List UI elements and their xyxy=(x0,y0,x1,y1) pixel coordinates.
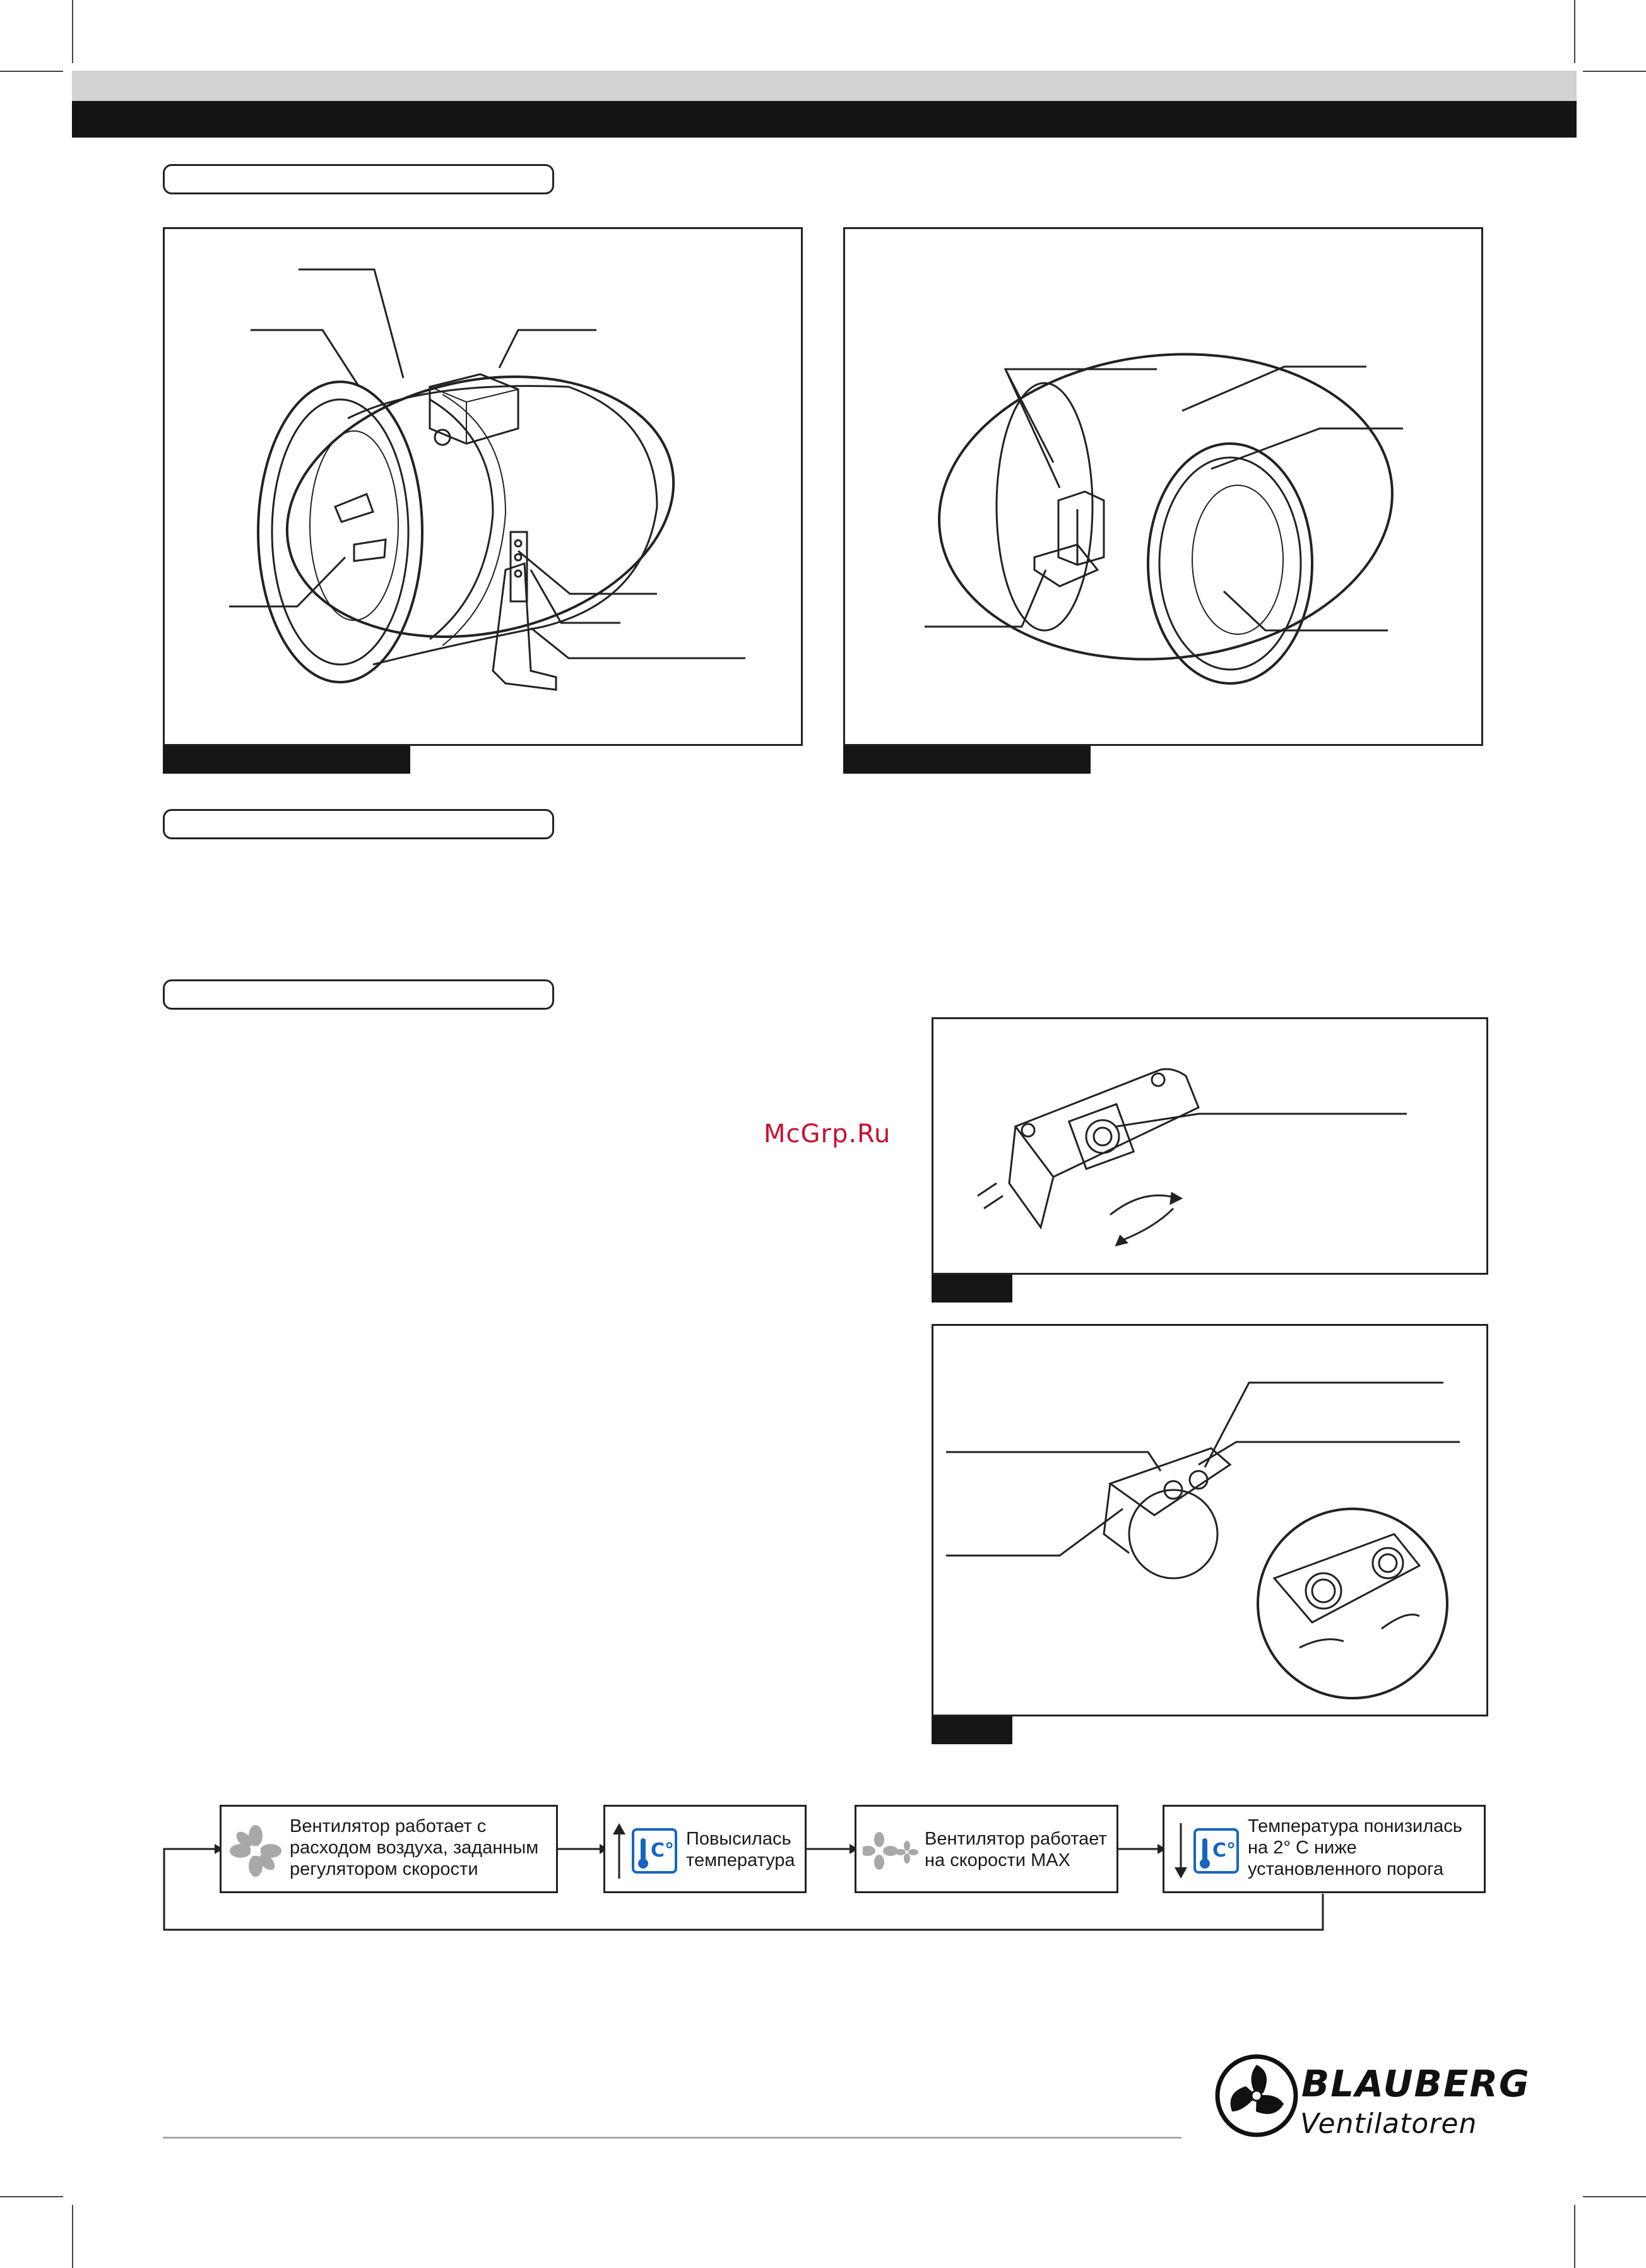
figure-caption-bar xyxy=(843,746,1091,774)
flow-step-2-line-1: Повысилась xyxy=(686,1829,791,1849)
thermometer-icon: C° xyxy=(632,1828,677,1874)
flow-step-3-line-2: на скорости MAX xyxy=(925,1850,1070,1870)
arrow-up-icon xyxy=(612,1823,627,1880)
thermometer-icon: C° xyxy=(1193,1828,1239,1874)
section-pill-control xyxy=(163,979,554,1010)
brand-name: BLAUBERG xyxy=(1301,2062,1531,2105)
crop-mark xyxy=(0,71,63,72)
crop-mark xyxy=(1583,71,1646,72)
fan-rear-illustration xyxy=(845,229,1481,744)
speed-controller-illustration xyxy=(933,1019,1486,1273)
figure-fan-front xyxy=(163,227,803,746)
arrow-down-icon xyxy=(1173,1823,1188,1880)
figure-caption-bar xyxy=(932,1275,1012,1302)
crop-mark xyxy=(0,2196,63,2197)
flow-step-3-line-1: Вентилятор работает xyxy=(925,1829,1107,1849)
fan-icon xyxy=(863,1832,920,1870)
crop-mark xyxy=(72,0,73,63)
watermark-text: McGrp.Ru xyxy=(764,1119,891,1149)
flow-step-1-line-1: Вентилятор работает с xyxy=(290,1816,487,1836)
crop-mark xyxy=(1574,0,1575,63)
fan-front-illustration xyxy=(165,229,801,744)
flow-step-4-line-2: на 2° С ниже xyxy=(1248,1838,1357,1858)
fan-icon xyxy=(229,1824,282,1877)
crop-mark xyxy=(1583,2196,1646,2197)
header-black-bar xyxy=(72,101,1577,138)
flow-step-4-line-1: Температура понизилась xyxy=(1248,1816,1462,1836)
figure-caption-bar xyxy=(932,1716,1012,1744)
blauberg-logo-icon xyxy=(1214,2053,1299,2138)
footer-rule xyxy=(163,2137,1181,2139)
flow-step-2-line-2: температура xyxy=(686,1850,795,1870)
crop-mark xyxy=(1574,2205,1575,2268)
figure-fan-rear xyxy=(843,227,1483,746)
flow-step-fan-normal xyxy=(220,1805,558,1893)
section-pill-design xyxy=(163,164,554,194)
figure-speed-controller xyxy=(932,1017,1488,1275)
flow-step-4-line-3: установленного порога xyxy=(1248,1859,1444,1879)
figure-caption-bar xyxy=(163,746,410,774)
section-pill-mounting xyxy=(163,809,554,839)
flow-step-temp-up xyxy=(603,1805,807,1893)
flow-step-fan-max xyxy=(855,1805,1118,1893)
crop-mark xyxy=(72,2205,73,2268)
flow-step-1-line-2: расходом воздуха, заданным xyxy=(290,1838,539,1858)
header-gray-bar xyxy=(72,71,1577,101)
thermo-controller-illustration xyxy=(933,1326,1486,1715)
flow-step-temp-down xyxy=(1163,1805,1486,1893)
figure-thermo-controller xyxy=(932,1324,1488,1716)
flow-step-1-line-3: регулятором скорости xyxy=(290,1859,478,1879)
brand-subtitle: Ventilatoren xyxy=(1300,2108,1477,2140)
